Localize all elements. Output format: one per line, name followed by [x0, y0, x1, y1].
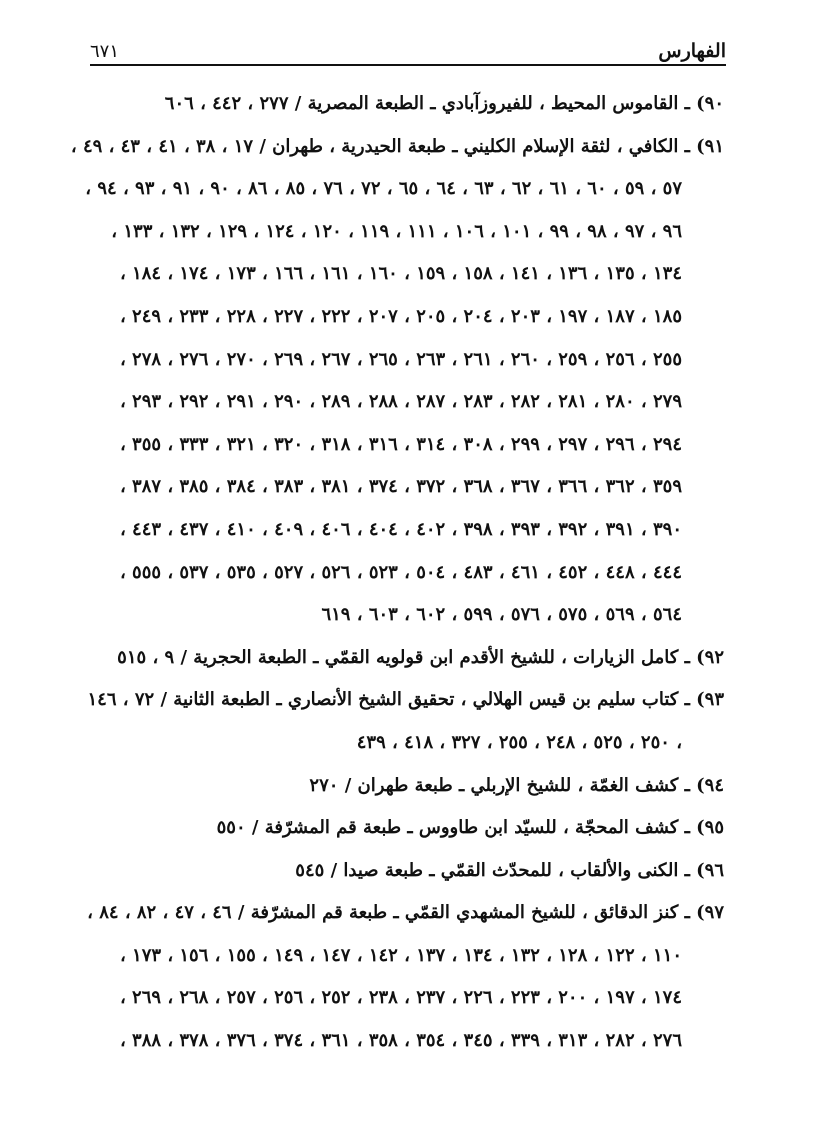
index-entry: ٩٧) ـ كنز الدقائق ، للشيخ المشهدي القمّي ـ طبعة قم المشرّفة / ٤٦ ، ٤٧ ، ٨٢ ، ٨٤ ،	[87, 902, 724, 924]
index-entry: ٩٤) ـ كشف الغمّة ، للشيخ الإربلي ـ طبعة طهران / ٢٧٠	[309, 774, 724, 796]
index-entry-continuation: ٣٩٠ ، ٣٩١ ، ٣٩٢ ، ٣٩٣ ، ٣٩٨ ، ٤٠٢ ، ٤٠٤ ، ٤٠٦ ، ٤٠٩ ، ٤١٠ ، ٤٣٧ ، ٤٤٣ ،	[119, 518, 682, 540]
index-entry-continuation: ٢٧٩ ، ٢٨٠ ، ٢٨١ ، ٢٨٢ ، ٢٨٣ ، ٢٨٧ ، ٢٨٨ ، ٢٨٩ ، ٢٩٠ ، ٢٩١ ، ٢٩٢ ، ٢٩٣ ،	[119, 391, 682, 413]
header-rule	[90, 64, 726, 66]
running-title: الفهارس	[658, 40, 726, 62]
index-entry-continuation: ٥٧ ، ٥٩ ، ٦٠ ، ٦١ ، ٦٢ ، ٦٣ ، ٦٤ ، ٦٥ ، ٧٢ ، ٧٦ ، ٨٥ ، ٨٦ ، ٩٠ ، ٩١ ، ٩٣ ، ٩٤ ،	[85, 178, 682, 200]
index-entry-continuation: ١٣٤ ، ١٣٥ ، ١٣٦ ، ١٤١ ، ١٥٨ ، ١٥٩ ، ١٦٠ ، ١٦١ ، ١٦٦ ، ١٧٣ ، ١٧٤ ، ١٨٤ ،	[119, 263, 682, 285]
index-entry-continuation: ٩٦ ، ٩٧ ، ٩٨ ، ٩٩ ، ١٠١ ، ١٠٦ ، ١١١ ، ١١٩ ، ١٢٠ ، ١٢٤ ، ١٢٩ ، ١٣٢ ، ١٣٣ ،	[111, 220, 682, 242]
index-entry-continuation: ١٨٥ ، ١٨٧ ، ١٩٧ ، ٢٠٣ ، ٢٠٤ ، ٢٠٥ ، ٢٠٧ ، ٢٢٢ ، ٢٢٧ ، ٢٢٨ ، ٢٣٣ ، ٢٤٩ ،	[119, 305, 682, 327]
index-entry-continuation: ٤٤٤ ، ٤٤٨ ، ٤٥٢ ، ٤٦١ ، ٤٨٣ ، ٥٠٤ ، ٥٢٣ ، ٥٢٦ ، ٥٢٧ ، ٥٣٥ ، ٥٣٧ ، ٥٥٥ ،	[119, 561, 682, 583]
index-entry-continuation: ١١٠ ، ١٢٢ ، ١٢٨ ، ١٣٢ ، ١٣٤ ، ١٣٧ ، ١٤٢ ، ١٤٧ ، ١٤٩ ، ١٥٥ ، ١٥٦ ، ١٧٣ ،	[119, 944, 682, 966]
index-entry-continuation: ٢٩٤ ، ٢٩٦ ، ٢٩٧ ، ٢٩٩ ، ٣٠٨ ، ٣١٤ ، ٣١٦ ، ٣١٨ ، ٣٢٠ ، ٣٢١ ، ٣٣٣ ، ٣٥٥ ،	[119, 433, 682, 455]
index-entry: ٩٥) ـ كشف المحجّة ، للسيّد ابن طاووس ـ طبعة قم المشرّفة / ٥٥٠	[216, 817, 724, 839]
index-entry: ٩٣) ـ كتاب سليم بن قيس الهلالي ، تحقيق الشيخ الأنصاري ـ الطبعة الثانية / ٧٢ ، ١٤٦	[87, 689, 724, 711]
index-entry-continuation: ٢٥٥ ، ٢٥٦ ، ٢٥٩ ، ٢٦٠ ، ٢٦١ ، ٢٦٣ ، ٢٦٥ ، ٢٦٧ ، ٢٦٩ ، ٢٧٠ ، ٢٧٦ ، ٢٧٨ ،	[119, 348, 682, 370]
page-header	[90, 30, 726, 62]
index-entry: ٩٠) ـ القاموس المحيط ، للفيروزآبادي ـ الطبعة المصرية / ٢٧٧ ، ٤٤٢ ، ٦٠٦	[164, 93, 724, 114]
index-entry: ٩١) ـ الكافي ، لثقة الإسلام الكليني ـ طبعة الحيدرية ، طهران / ١٧ ، ٣٨ ، ٤١ ، ٤٣ ، ٤٩ ،	[70, 135, 724, 157]
index-entry-continuation: ٣٥٩ ، ٣٦٢ ، ٣٦٦ ، ٣٦٧ ، ٣٦٨ ، ٣٧٢ ، ٣٧٤ ، ٣٨١ ، ٣٨٣ ، ٣٨٤ ، ٣٨٥ ، ٣٨٧ ،	[119, 476, 682, 498]
page-number: ٦٧١	[90, 41, 120, 62]
index-entry-continuation: ٥٦٤ ، ٥٦٩ ، ٥٧٥ ، ٥٧٦ ، ٥٩٩ ، ٦٠٢ ، ٦٠٣ ، ٦١٩	[321, 604, 682, 626]
index-entry: ٩٦) ـ الكنى والألقاب ، للمحدّث القمّي ـ طبعة صيدا / ٥٤٥	[295, 859, 724, 881]
index-entry-continuation: ٢٧٦ ، ٢٨٢ ، ٣١٣ ، ٣٣٩ ، ٣٤٥ ، ٣٥٤ ، ٣٥٨ ، ٣٦١ ، ٣٧٤ ، ٣٧٦ ، ٣٧٨ ، ٣٨٨ ،	[119, 1030, 682, 1052]
index-entry-continuation: ، ٢٥٠ ، ٥٢٥ ، ٢٤٨ ، ٢٥٥ ، ٣٢٧ ، ٤١٨ ، ٤٣٩	[356, 731, 682, 753]
index-entry-continuation: ١٧٤ ، ١٩٧ ، ٢٠٠ ، ٢٢٣ ، ٢٢٦ ، ٢٣٧ ، ٢٣٨ ، ٢٥٢ ، ٢٥٦ ، ٢٥٧ ، ٢٦٨ ، ٢٦٩ ،	[119, 987, 682, 1009]
index-content	[70, 86, 724, 1066]
index-entry: ٩٢) ـ كامل الزيارات ، للشيخ الأقدم ابن قولويه القمّي ـ الطبعة الحجرية / ٩ ، ٥١٥	[117, 646, 724, 668]
